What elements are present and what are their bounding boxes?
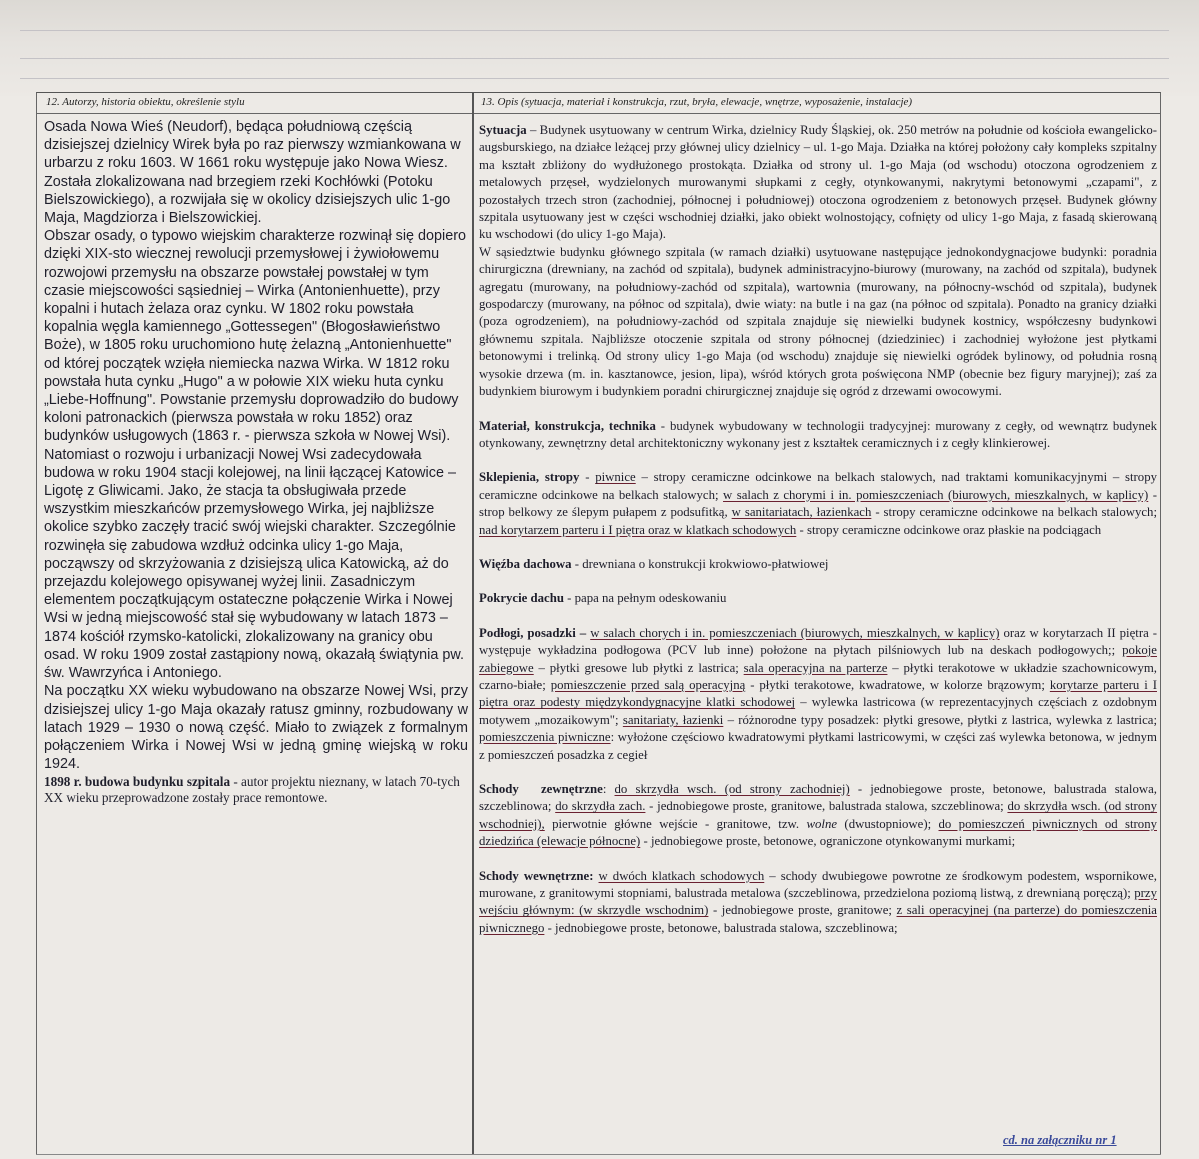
section-text: – stropy ceramiczne odcinkowe na belkach stalowych, nad traktami komunikacyjnymi – stropy ceramiczne odcinkowe na belkach stalowych; <box>479 470 1157 502</box>
section-title: Więźba dachowa <box>479 556 572 571</box>
underlined-term: do pomieszczeń piwnicznych od strony dziedzińca (elewacje północne) <box>479 816 1157 849</box>
underlined-term: z sali operacyjnej (na parterze) do pomieszczenia piwnicznego <box>479 903 1157 935</box>
section-title: Schody <box>479 782 519 796</box>
underlined-term: korytarze parteru i I piętra oraz podesty międzykondygnacyjne klatki schodowej <box>479 677 1157 710</box>
section-text: - papa na pełnym odeskowaniu <box>563 591 727 606</box>
section-text: – różnorodne typy posadzek: płytki gresowe, płytki z lastrica, wylewka z lastrica; <box>723 712 1157 727</box>
history-paragraph: Osada Nowa Wieś (Neudorf), będąca południową częścią dzisiejszej dzielnicy Wirek była po raz pierwszy wzmiankowana w urbarzu z roku 1603. W 1661 roku występuje jako Nowa Wiesz. Została zlokalizowana nad brzegiem rzeki Kochłówki (Potoku Bielszowickiego), a rozwijała się w okolicy dzisiejszych ulic 1-go Maja, Magdziorza i Bielszowickiej. <box>44 119 461 227</box>
section-text: pierwotnie główne wejście - granitowe, tzw. <box>544 816 807 831</box>
italic-term: wolne <box>806 816 838 831</box>
description-section <box>479 122 1157 937</box>
underlined-term: w salach z chorymi i in. pomieszczeniach (biurowych, mieszkalnych, w kaplicy) <box>723 487 1149 502</box>
underlined-term: pokoje zabiegowe <box>479 643 1157 675</box>
section-text: – wylewka lastricowa (w reprezentacyjnych częściach z ozdobnym motywem „mozaikowym"; <box>479 695 1157 727</box>
underlined-term: sanitariaty, łazienki <box>622 712 724 727</box>
section-text: - drewniana o konstrukcji krokwiowo-płatwiowej <box>571 556 829 571</box>
underlined-term: piwnice <box>595 470 636 485</box>
column-divider <box>472 92 474 1155</box>
underlined-term: nad korytarzem parteru i I piętra oraz w klatkach schodowych <box>479 522 797 537</box>
section-text: : <box>602 782 615 796</box>
section-text: - jednobiegowe proste, granitowe; <box>708 903 897 918</box>
section-inner-stairs <box>479 868 1157 938</box>
left-column-header: 12. Autorzy, historia obiektu, określenie stylu <box>46 96 245 108</box>
section-title: Pokrycie dachu <box>479 591 564 606</box>
underlined-term: w salach chorych i in. pomieszczeniach (biurowych, mieszkalnych, w kaplicy) <box>590 625 1000 640</box>
history-paragraph: Obszar osady, o typowo wiejskim charakterze rozwinął się dopiero dzięki XIX-sto wiecznej rewolucji przemysłowej i żywiołowemu rozwojowi przemysłu na obszarze powstałej powstałej w tym czasie miejscowości sąsiedniej – Wirka (Antonienhuette), przy kopalni i hutach żelaza oraz cynku. W 1802 roku powstała kopalnia węgla kamiennego „Gottessegen" (Błogosławieństwo Boże), w 1805 roku uruchomiono hutę żelazną „Antonienhuette" od której początek wzięła niemiecka nazwa Wirka. W 1812 roku powstała huta cynku „Hugo" a w połowie XIX wieku huta cynku „Liebe-Hoffnung". Powstanie przemysłu doprowadziło do budowy koloni patronackich (pierwsza powstała w roku 1852) oraz budynków usługowych (1863 r. - pierwsza szkoła w Nowej Wsi). <box>44 228 467 445</box>
section-text: – schody dwubiegowe powrotne ze środkowym podestem, wspornikowe, murowane, z granitowymi stopniami, balustrada metalowa (szczeblinowa, przedzielona poziomą listwą, z drewnianą poręczą); <box>479 868 1158 901</box>
underlined-term: do skrzydła wsch. (od strony zachodniej) <box>614 782 850 796</box>
section-text: – Budynek usytuowany w centrum Wirka, dzielnicy Rudy Śląskiej, ok. 250 metrów na południe od kościoła ewangelicko-augsburskiego, na działce leżącej przy głównej ulicy dzielnicy – ul. 1-go Maja. Działka na której położony cały kompleks szpitalny ma kształt zbliżony do wydłużonego prostokąta. Działka od strony ul. 1-go Maja (od wschodu) otoczona ogrodzeniem z metalowych przęseł, wydzielonych murowanymi słupkami z cegły, otynkowanymi, nakrytymi betonowymi „czapami", z pozostałych trzech stron (zachodniej, północnej i południowej) otoczona ogrodzeniem z betonowych przęseł. Budynek główny szpitala usytuowany jest w części wschodniej działki, jako obiekt wolnostojący, cofnięty od ulicy 1-go Maja, z fasadą skierowaną ku wschodowi (do ulicy 1-go Maja). <box>479 123 1157 242</box>
section-material <box>479 418 1157 453</box>
section-text: – płytki terakotowe w układzie szachownicowym, czarno-białe; <box>479 660 1158 692</box>
section-roof-truss <box>479 556 1157 573</box>
section-text: - <box>579 470 596 485</box>
section-situation <box>479 122 1157 244</box>
scan-artifact-line <box>20 30 1169 31</box>
section-title: Sytuacja <box>479 123 527 137</box>
section-text: - stropy ceramiczne odcinkowe oraz płaskie na podciągach <box>796 522 1102 537</box>
continuation-note: cd. na załączniku nr 1 <box>1003 1133 1117 1147</box>
underlined-term: w dwóch klatkach schodowych <box>598 868 765 883</box>
section-title: Podłogi, posadzki – <box>479 625 587 640</box>
section-situation-continued: W sąsiedztwie budynku głównego szpitala (w ramach działki) usytuowane następujące jednokondygnacjowe budynki: poradnia chirurgiczna (drewniany, na zachód od szpitala), budynek administracyjno-biurowy (murowany, na zachód od szpitala), budynek agregatu (murowany, na południowy-zachód od szpitala), wartownia (murowany, na północny-wschód od szpitala), budynek gospodarczy (murowany, na północ od szpitala), dwie wiaty: na butle i na gaz (na północ od szpitala). Ponadto na granicy działki (poza ogrodzeniem), na południowy-zachód od szpitala znajduje się niewielki budynek kostnicy, współczesny budynkowi głównemu szpitala. Najbliższe otoczenie szpitala od strony północnej (dziedziniec) i zachodniej wyłożone jest płytkami betonowymi i trelinką. Od strony ulicy 1-go Maja (od wschodu) znajduje się niewielki ogródek bylinowy, od południa rosną wysokie drzewa (m. in. kasztanowce, jesion, lipa), wśród których grota poświęcona NMP (obecnie bez figury maryjnej); zaś za budynkiem biurowym i budynkiem poradni chirurgicznej znajduje się ogród z drzewami owocowymi. <box>479 244 1157 399</box>
section-text: : wyłożone częściowo kwadratowymi płytkami lastricowymi, w części zaś wylewka betonowa, w jednym z pomieszczeń posadzka z cegieł <box>479 730 1157 762</box>
section-outer-stairs <box>479 781 1157 851</box>
section-text: (dwustopniowe); <box>837 816 939 831</box>
section-text: - budynek wybudowany w technologii tradycyjnej: murowany z cegły, od wewnątrz budynek otynkowany, zewnętrzny detal architektoniczny wykonany jest z kształtek ceramicznych i z cegły klinkierowej. <box>479 418 1158 450</box>
section-roof-cover <box>479 590 1157 607</box>
underlined-term: przy wejściu głównym: (w skrzydle wschodnim) <box>479 886 1157 918</box>
underlined-term: pomieszczenia piwniczne <box>479 730 611 745</box>
section-text: – płytki gresowe lub płytki z lastrica; <box>533 660 744 675</box>
section-text: - jednobiegowe proste, betonowe, ograniczone otynkowanymi murkami; <box>640 834 1016 849</box>
underlined-term: do skrzydła wsch. (od strony wschodniej), <box>479 799 1158 831</box>
section-text: oraz w korytarzach II piętra - występuje wykładzina podłogowa (PCV lub inne) położone na płytach pilśniowych lub na deskach podłogowych;; <box>479 625 1158 658</box>
underlined-term: sala operacyjna na parterze <box>743 660 888 675</box>
history-paragraph: Na początku XX wieku wybudowano na obszarze Nowej Wsi, przy dzisiejszej ulicy 1-go Maja okazały ratusz gminny, rozbudowany w latach 1929 – 1930 o nową część. Miało to związek z formalnym połączeniem Wirka i Nowej Wsi w jedną gminę wiejską w roku 1924. <box>44 683 468 773</box>
header-divider <box>36 113 1161 114</box>
section-text: - strop belkowy ze ślepym pułapem z podsufitką, <box>479 487 1157 520</box>
underlined-term: w sanitariatach, łazienkach <box>731 505 872 520</box>
history-hospital-note <box>44 774 468 806</box>
history-paragraph: Natomiast o rozwoju i urbanizacji Nowej Wsi zadecydowała budowa w roku 1904 stacji kolejowej, na linii łączącej Katowice – Ligotę z Gliwicami. Jako, że stacja ta obsługiwała przede wszystkim mieszkańców przemysłowego Wirka, jej najbliższe okolice szybko zaczęły tracić swój wiejski charakter. Szczególnie rozwinęła się zabudowa wzdłuż odcinka ulicy 1-go Maja, począwszy od skrzyżowania z dzisiejszą ulica Katowicką, aż do przejazdu kolejowego opisywanej wyżej linii. Zasadniczym elementem początkującym ostateczne połączenie Wirka i Nowej Wsi w jedną miejscowość stał się wybudowany w latach 1873 – 1874 kościół rzymsko-katolicki, zlokalizowany na granicy obu osad. W roku 1909 został zastąpiony nową, okazałą świątynia pw. św. Wawrzyńca i Antoniego. <box>44 446 464 682</box>
section-text: - jednobiegowe proste, betonowe, balustrada stalowa, szczeblinowa; <box>479 782 1157 814</box>
history-section <box>44 118 468 806</box>
section-title: Materiał, konstrukcja, technika <box>479 418 656 433</box>
scan-artifact-line <box>20 58 1169 59</box>
section-subtitle: zewnętrzne <box>532 782 603 796</box>
scan-artifact-line <box>20 78 1169 79</box>
bottom-border <box>36 1154 1161 1155</box>
underlined-term: do skrzydła zach. <box>555 799 646 814</box>
underlined-term: pomieszczenie przed salą operacyjną <box>550 677 746 692</box>
section-vaults <box>479 469 1157 539</box>
right-column-header: 13. Opis (sytuacja, materiał i konstrukcja, rzut, bryła, elewacje, wnętrze, wyposażenie, instalacje) <box>481 96 913 108</box>
section-text: - jednobiegowe proste, betonowe, balustrada stalowa, szczeblinowa; <box>544 920 898 935</box>
hospital-note-text: - autor projektu nieznany, w latach 70-tych XX wieku przeprowadzone zostały prace remontowe. <box>44 774 460 806</box>
scan-shadow <box>0 0 1199 96</box>
hospital-date-label: 1898 r. budowa budynku szpitala <box>44 774 231 790</box>
section-text: - płytki terakotowe, kwadratowe, w kolorze brązowym; <box>745 677 1050 692</box>
section-text: - stropy ceramiczne odcinkowe na belkach stalowych; <box>871 505 1157 520</box>
section-title: Schody wewnętrzne: <box>479 868 594 883</box>
section-title: Sklepienia, stropy <box>479 470 580 485</box>
section-floors <box>479 625 1157 764</box>
section-text: - jednobiegowe proste, granitowe, balustrada stalowa, szczeblinowa; <box>645 799 1008 814</box>
